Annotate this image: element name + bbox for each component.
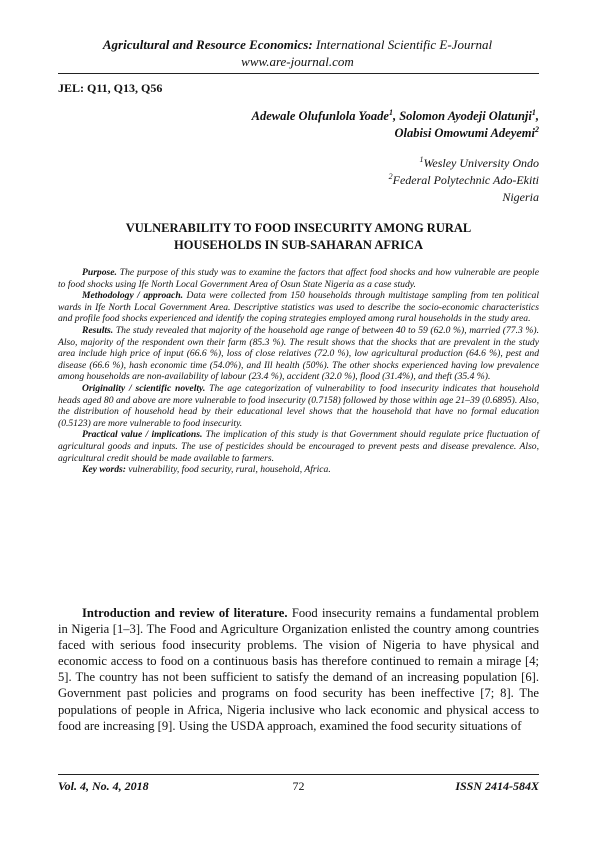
paragraph-text: Data were collected from 150 households through multistage sampling from ten political wards in Ife North Local Government Area. Descriptive statistics was used to describe the socio-economic characteristics and profile food shocks experienced and identify the coping strategies employed among rural households in the study area. <box>58 290 540 325</box>
abstract <box>58 267 539 476</box>
section-label: Purpose. <box>82 267 117 278</box>
abstract-keywords <box>58 464 539 476</box>
jel-codes: JEL: Q11, Q13, Q56 <box>58 81 163 95</box>
journal-header <box>0 36 595 70</box>
affiliation-mark: 2 <box>388 172 393 181</box>
journal-url[interactable]: www.are-journal.com <box>241 54 354 69</box>
affiliation-1: Wesley University Ondo <box>423 156 539 170</box>
paragraph-text: The implication of this study is that Government should regulate price fluctuation of agricultural goods and inputs. The use of pesticides should be encouraged to prevent pests and disease prevalence. Also, agricultural credit should be made available to farmers. <box>58 429 540 464</box>
abstract-results <box>58 325 539 383</box>
author-affiliation-mark: 1 <box>531 107 536 117</box>
volume-info: Vol. 4, No. 4, 2018 <box>58 779 149 793</box>
journal-subtitle: International Scientific E-Journal <box>312 37 493 52</box>
abstract-practical <box>58 429 539 464</box>
issn: ISSN 2414-584X <box>455 779 539 793</box>
author-affiliation-mark: 2 <box>535 124 539 134</box>
author-name: Adewale Olufunlola Yoade <box>251 109 389 123</box>
paragraph-text: The age categorization of vulnerability to food insecurity indicates that household heads aged 80 and above are more vulnerable to food insecurity (0.7158) followed by those within age 21–39 (0.6895). Also, the distribution of household head by their educational level shows that the household that have no formal education (0.5123) are more vulnerable to food insecurity. <box>58 382 539 429</box>
affiliation-2: Federal Polytechnic Ado-Ekiti <box>392 173 539 187</box>
affiliations <box>389 155 539 206</box>
paragraph-text: Food insecurity remains a fundamental problem in Nigeria [1–3]. The Food and Agriculture Organization enlisted the country among countries faced with serious food insecurity problems. The vision of Nigeria to have physical and economic access to food on a continuous basis has therefore continued to remain a mirage [4; 5]. The country has not been sufficient to satisfy the demand of an increasing population [6]. Government past policies and programs on food security has been ineffective [7; 8]. The populations of people in Africa, Nigeria inclusive who lack economic and physical access to food are increasing [9]. Using the USDA approach, examined the food security situations of <box>58 606 539 733</box>
section-label: Methodology / approach. <box>82 290 184 302</box>
author-name: Solomon Ayodeji Olatunji <box>399 109 532 123</box>
header-divider <box>58 73 539 74</box>
paragraph-text: The purpose of this study was to examine the factors that affect food shocks and how vulnerable are people to food shocks using Ife North Local Government Area of Osun State Nigeria as a case study. <box>58 267 539 290</box>
author-list: Adewale Olufunlola Yoade$^1$, Solomon Ayodeji Olatunji$^1$, Olabisi Omowumi Adeyemi$^2$ <box>251 107 539 140</box>
footer-divider <box>58 774 539 775</box>
section-label: Practical value / implications. <box>82 429 203 441</box>
paper-title <box>58 220 539 254</box>
introduction-paragraph <box>58 605 539 734</box>
section-heading: Introduction and review of literature. <box>82 606 288 620</box>
section-label: Originality / scientific novelty. <box>82 382 206 394</box>
author-name: Olabisi Omowumi Adeyemi <box>394 126 535 140</box>
affiliation-country: Nigeria <box>502 190 539 204</box>
section-label: Results. <box>82 324 114 336</box>
paragraph-text: The study revealed that majority of the household age range of between 40 to 59 (62.0 %), married (77.3 %). Also, majority of the respondent own their farm (85.3 %). The result shows that the shocks that are prevalent in the study area include high price of input (66.6 %), loss of close relatives (72.0 %), low agricultural production (64.6 %), pest and disease (66.6 %), hash economic time (54.0%), and Ill health (50%). The other shocks experienced having low prevalence among households are non-availability of labour (23.4 %), accident (32.0 %), flood (31.4%), and theft (35.4 %). <box>58 324 539 383</box>
author-affiliation-mark: 1 <box>388 107 393 117</box>
body-text <box>58 605 539 734</box>
abstract-methodology <box>58 290 539 325</box>
title-line: HOUSEHOLDS IN SUB-SAHARAN AFRICA <box>174 238 423 252</box>
paragraph-text: vulnerability, food security, rural, household, Africa. <box>125 464 331 476</box>
abstract-originality <box>58 383 539 429</box>
page-number: 72 <box>292 779 305 793</box>
affiliation-mark: 1 <box>419 155 424 164</box>
title-line: VULNERABILITY TO FOOD INSECURITY AMONG RURAL <box>125 221 472 235</box>
journal-name: Agricultural and Resource Economics: <box>102 37 313 52</box>
abstract-purpose <box>58 267 539 290</box>
section-label: Key words: <box>82 464 126 476</box>
